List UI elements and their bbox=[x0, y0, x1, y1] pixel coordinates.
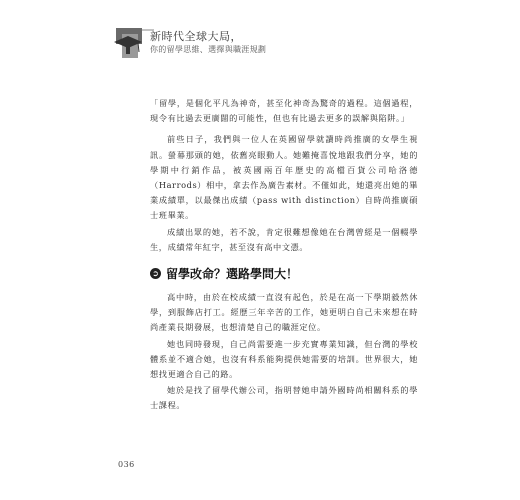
paragraph: 她也同時發現，自己尚需要進一步充實專業知識，但台灣的學校體系並不適合她，也沒有科系能夠提供她需要的培訓。世界很大，她想找更適合自己的路。 bbox=[150, 338, 418, 380]
paragraph: 她於是找了留學代辦公司，指明替她申請外國時尚相關科系的學士課程。 bbox=[150, 385, 418, 411]
arrow-circle-icon: ➲ bbox=[150, 268, 161, 279]
paragraph: 前些日子，我們與一位人在英國留學就讀時尚推廣的女學生視訊。螢幕那頭的她，依舊亮眼動人。她難掩喜悅地跟我們分享，她的學期中行銷作品，被英國兩百年歷史的高檔百貨公司哈洛德（Harrods）相中，拿去作為廣告素材。不僅如此，她還亮出她的畢業成績單，以最傑出成績（pass with distinction）自時尚推廣碩士班畢業。 bbox=[150, 134, 418, 221]
page-number: 036 bbox=[118, 460, 135, 469]
section-title: 留學改命？選路學問大！ bbox=[166, 267, 299, 282]
header-subtitle: 你的留學思維、選擇與職涯規劃 bbox=[150, 45, 267, 54]
running-header bbox=[112, 24, 322, 66]
paragraph: 成績出眾的她，若不說，肯定很難想像她在台灣曾經是一個輟學生，成績常年紅字，甚至沒有高中文憑。 bbox=[150, 226, 418, 252]
opening-quote: 「留學，是個化平凡為神奇，甚至化神奇為驚奇的過程。這個過程，現令有比過去更廣闊的可能性，但也有比過去更多的誤解與陷阱。」 bbox=[150, 98, 418, 124]
body-text bbox=[150, 96, 418, 415]
paragraph: 高中時，由於在校成績一直沒有起色，於是在高一下學期毅然休學，到服飾店打工。經歷三年辛苦的工作，她更明白自己未來想在時尚產業長期發展，也想清楚自己的職涯定位。 bbox=[150, 292, 418, 333]
header-title: 新時代全球大局， bbox=[150, 30, 242, 43]
section-heading bbox=[150, 265, 418, 282]
